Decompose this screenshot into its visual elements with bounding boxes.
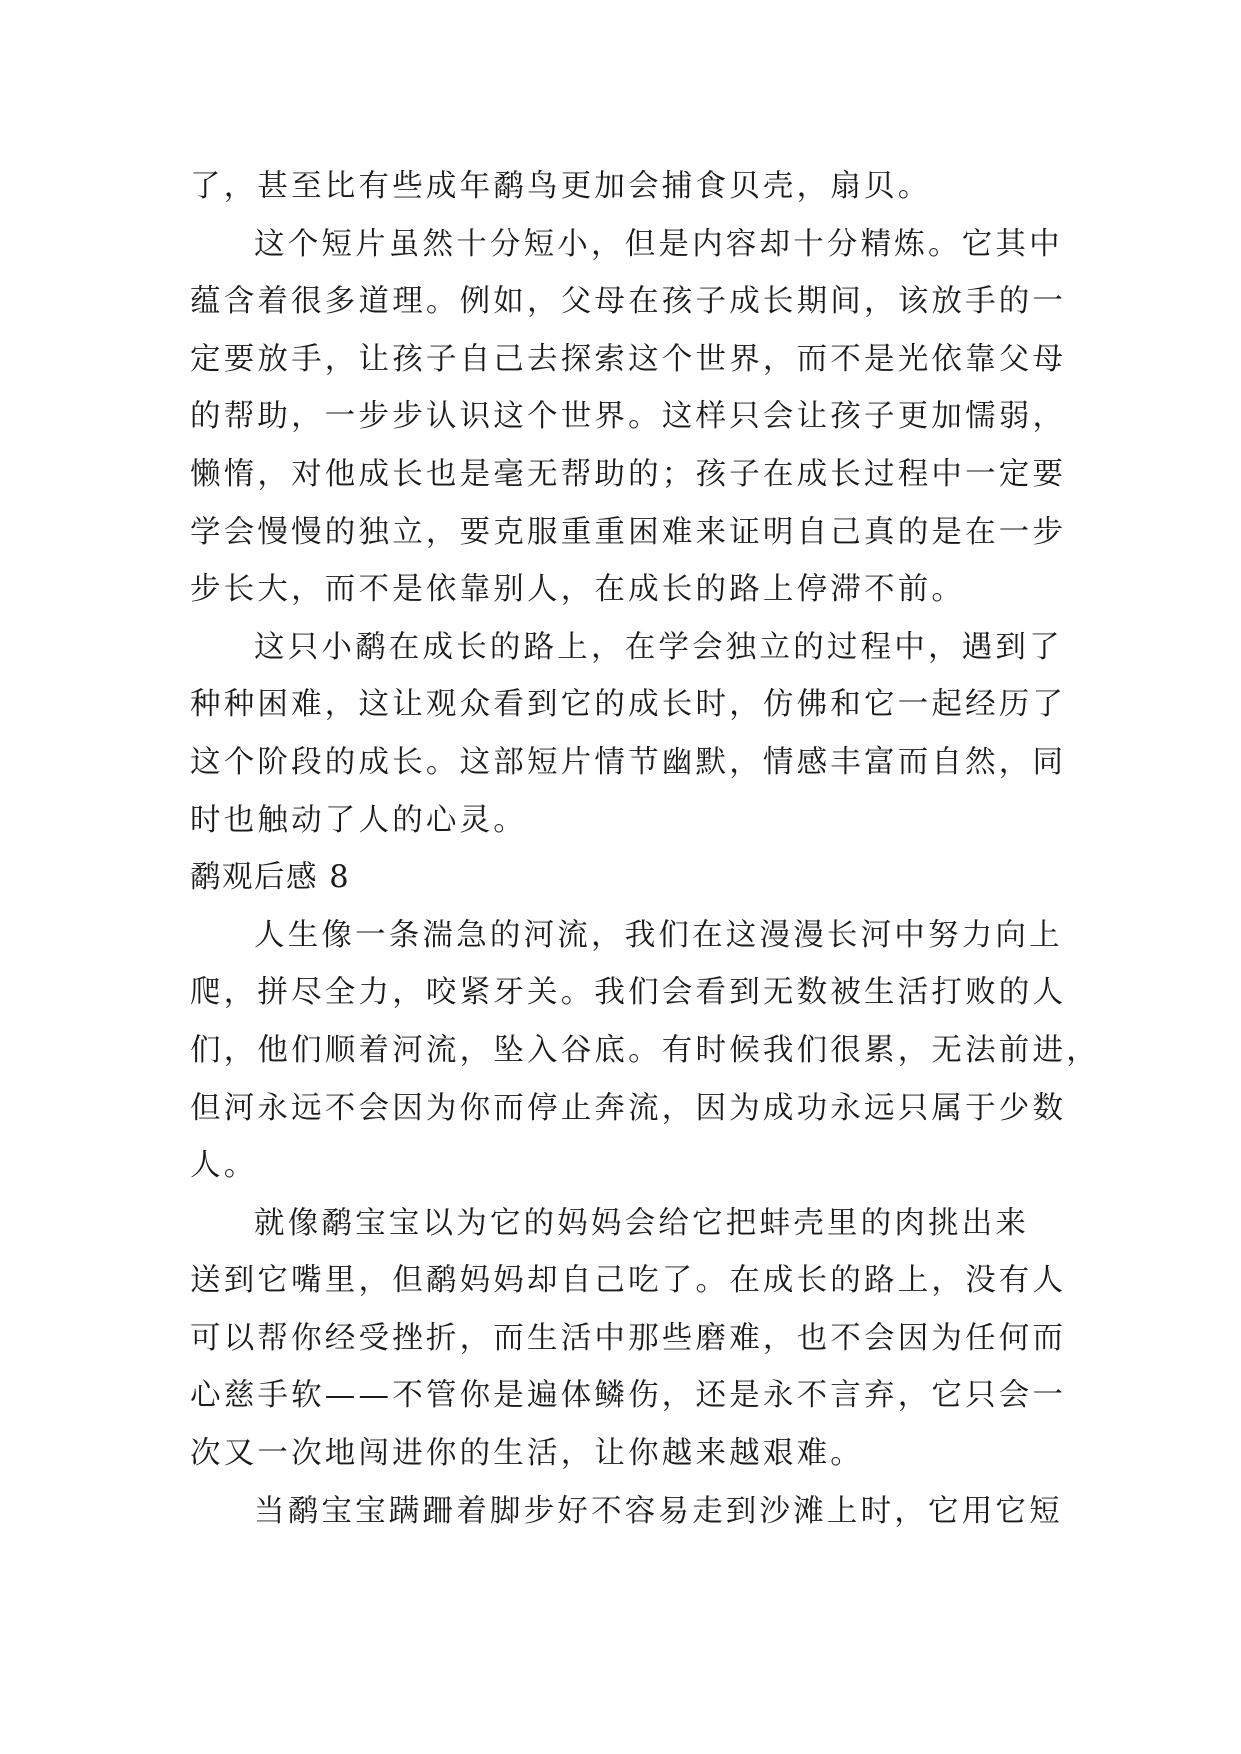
text-line: 人。 — [190, 1148, 258, 1184]
section-heading: 鹬观后感 8 — [190, 860, 351, 896]
document-body — [190, 158, 1100, 1540]
text-line: 这个阶段的成长。这部短片情节幽默，情感丰富而自然，同 — [190, 744, 1067, 780]
text-line: 可以帮你经受挫折，而生活中那些磨难，也不会因为任何而 — [190, 1320, 1067, 1356]
paragraph-start-line: 当鹬宝宝蹒跚着脚步好不容易走到沙滩上时，它用它短 — [254, 1493, 1063, 1529]
paragraph-start-line: 人生像一条湍急的河流，我们在这漫漫长河中努力向上 — [254, 917, 1063, 953]
text-line: 懒惰，对他成长也是毫无帮助的；孩子在成长过程中一定要 — [190, 456, 1067, 492]
text-line: 定要放手，让孩子自己去探索这个世界，而不是光依靠父母 — [190, 341, 1067, 377]
text-line: 了，甚至比有些成年鹬鸟更加会捕食贝壳，扇贝。 — [190, 169, 932, 204]
text-line: 蕴含着很多道理。例如，父母在孩子成长期间，该放手的一 — [190, 284, 1067, 320]
text-line: 次又一次地闯进你的生活，让你越来越艰难。 — [190, 1436, 864, 1472]
text-line: 心慈手软——不管你是遍体鳞伤，还是永不言弃，它只会一 — [190, 1378, 1067, 1414]
text-line: 种种困难，这让观众看到它的成长时，仿佛和它一起经历了 — [190, 687, 1067, 723]
text-line: 送到它嘴里，但鹬妈妈却自己吃了。在成长的路上，没有人 — [190, 1263, 1067, 1299]
paragraph-start-line: 这只小鹬在成长的路上，在学会独立的过程中，遇到了 — [254, 629, 1063, 665]
text-line: 爬，拼尽全力，咬紧牙关。我们会看到无数被生活打败的人 — [190, 975, 1067, 1011]
text-line: 们，他们顺着河流，坠入谷底。有时候我们很累，无法前进， — [190, 1032, 1100, 1068]
text-line: 时也触动了人的心灵。 — [190, 802, 527, 838]
text-line: 学会慢慢的独立，要克服重重困难来证明自己真的是在一步 — [190, 514, 1067, 550]
paragraph-start-line: 这个短片虽然十分短小，但是内容却十分精炼。它其中 — [254, 226, 1063, 262]
text-line: 步长大，而不是依靠别人，在成长的路上停滞不前。 — [190, 572, 966, 608]
text-line: 的帮助，一步步认识这个世界。这样只会让孩子更加懦弱， — [190, 399, 1067, 435]
paragraph-start-line: 就像鹬宝宝以为它的妈妈会给它把蚌壳里的肉挑出来 — [254, 1205, 1030, 1241]
text-line: 但河永远不会因为你而停止奔流，因为成功永远只属于少数 — [190, 1090, 1067, 1126]
